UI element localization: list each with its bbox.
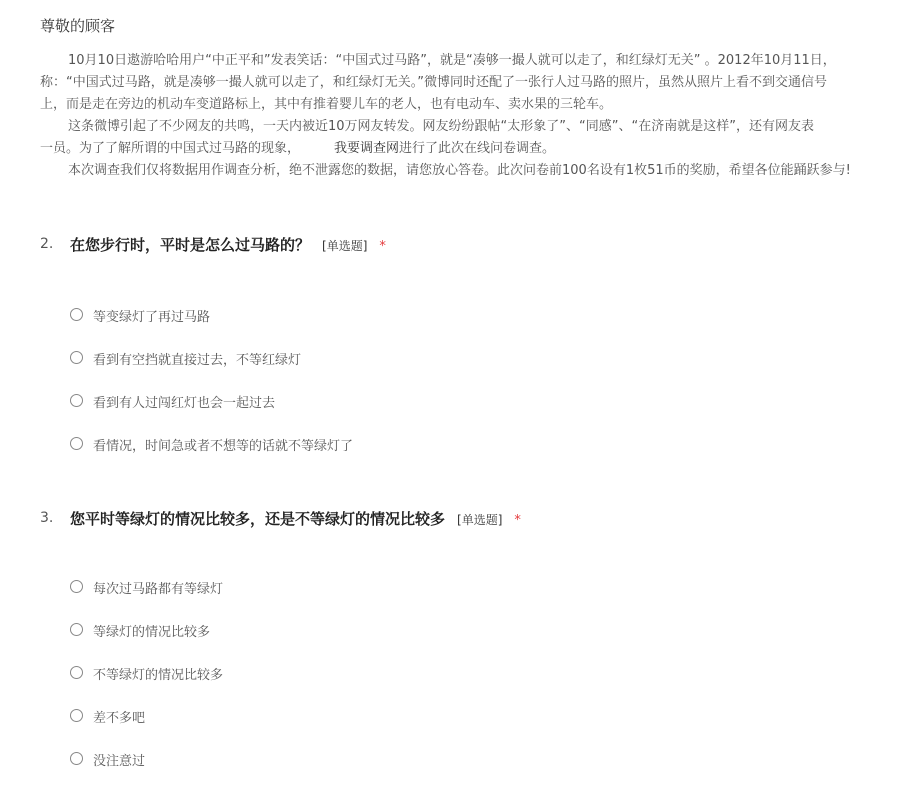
question-header (40, 508, 890, 532)
question-number: 3. (40, 510, 54, 526)
question-header (40, 234, 890, 258)
question-number: 2. (40, 236, 54, 252)
question-title (70, 508, 521, 529)
intro-line: 这条微博引起了不少网友的共鸣，一天内被近10万网友转发。网友纷纷跟帖“太形象了”、“同感”、“在济南就是这样”，还有网友表 (68, 119, 814, 134)
options-list (70, 308, 770, 480)
radio-button[interactable] (70, 623, 83, 636)
option-label[interactable]: 看到有人过闯红灯也会一起过去 (93, 396, 276, 411)
radio-button[interactable] (70, 752, 83, 765)
question-type-label: [单选题] (457, 513, 503, 527)
intro-line: 称：“中国式过马路，就是凑够一撮人就可以走了，和红绿灯无关。”微博同时还配了一张行人过马路的照片，虽然从照片上看不到交通信号 (40, 75, 827, 90)
site-name: 我要调查网 (334, 141, 400, 156)
options-list (70, 580, 770, 795)
question-title (70, 234, 386, 255)
option-label[interactable]: 没注意过 (93, 754, 146, 769)
intro-line: 上，而是走在旁边的机动车变道路标上，其中有推着婴儿车的老人，也有电动车、卖水果的三轮车。 (40, 97, 613, 112)
option-label[interactable]: 等绿灯的情况比较多 (93, 625, 211, 640)
radio-button[interactable] (70, 709, 83, 722)
option-label[interactable]: 看情况，时间急或者不想等的话就不等绿灯了 (93, 439, 354, 454)
question-title-text: 您平时等绿灯的情况比较多，还是不等绿灯的情况比较多 (70, 510, 446, 528)
radio-option[interactable] (70, 351, 770, 394)
question-title-text: 在您步行时，平时是怎么过马路的？ (70, 236, 311, 254)
option-label[interactable]: 看到有空挡就直接过去，不等红绿灯 (93, 353, 302, 368)
radio-button[interactable] (70, 351, 83, 364)
survey-introduction (40, 50, 900, 182)
option-label[interactable]: 差不多吧 (93, 711, 146, 726)
radio-option[interactable] (70, 437, 770, 480)
option-label[interactable]: 不等绿灯的情况比较多 (93, 668, 224, 683)
option-label[interactable]: 每次过马路都有等绿灯 (93, 582, 224, 597)
radio-option[interactable] (70, 580, 770, 623)
question-type-label: [单选题] (322, 239, 368, 253)
required-marker: * (379, 239, 386, 254)
intro-text: 进行了此次在线问卷调查。 (399, 141, 556, 156)
question-3 (40, 508, 890, 769)
required-marker: * (514, 513, 521, 528)
radio-option[interactable] (70, 666, 770, 709)
option-label[interactable]: 等变绿灯了再过马路 (93, 310, 211, 325)
radio-option[interactable] (70, 709, 770, 752)
intro-line: 本次调查我们仅将数据用作调查分析，绝不泄露您的数据，请您放心答卷。此次问卷前100名设有1枚51币的奖励，希望各位能踊跃参与! (68, 163, 851, 178)
intro-text: 一员。为了了解所谓的中国式过马路的现象， (40, 141, 301, 156)
intro-line (40, 138, 900, 160)
radio-button[interactable] (70, 394, 83, 407)
radio-button[interactable] (70, 666, 83, 679)
radio-button[interactable] (70, 580, 83, 593)
question-2 (40, 234, 890, 454)
intro-line: 10月10日遨游哈哈用户“中正平和”发表笑话：“中国式过马路”，就是“凑够一撮人就可以走了，和红绿灯无关” 。2012年10月11日， (68, 53, 836, 68)
radio-option[interactable] (70, 623, 770, 666)
radio-option[interactable] (70, 752, 770, 795)
survey-greeting: 尊敬的顾客 (40, 17, 116, 35)
radio-button[interactable] (70, 437, 83, 450)
radio-option[interactable] (70, 308, 770, 351)
radio-option[interactable] (70, 394, 770, 437)
radio-button[interactable] (70, 308, 83, 321)
